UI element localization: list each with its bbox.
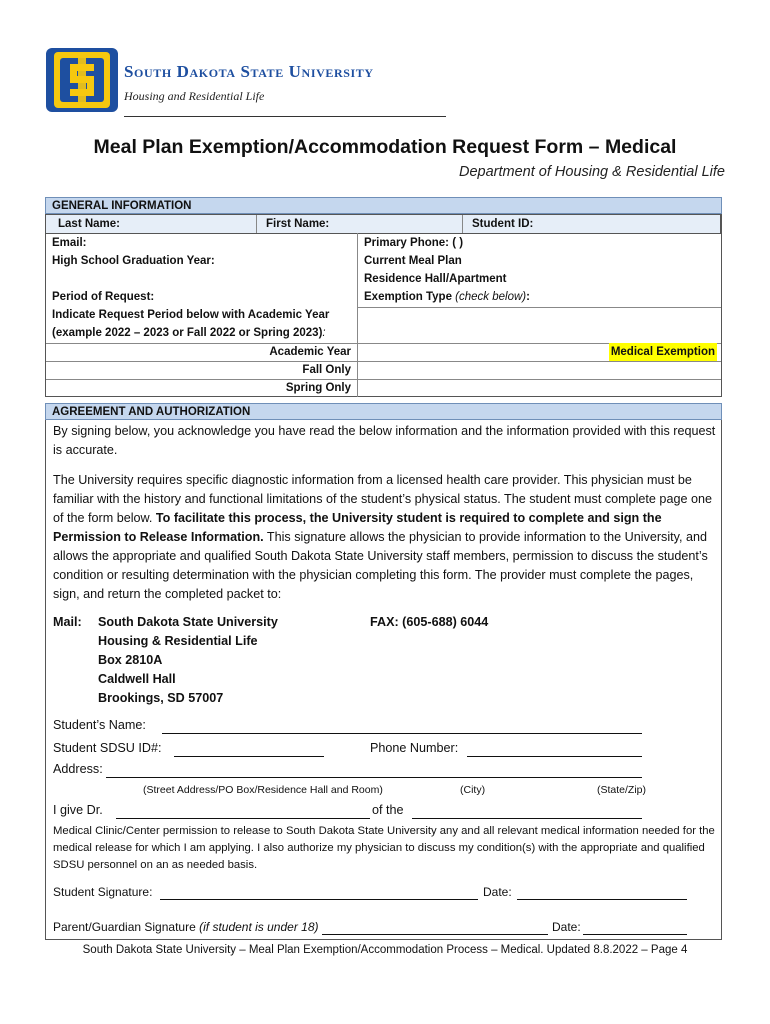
general-information-heading: GENERAL INFORMATION bbox=[45, 197, 722, 214]
graduation-year-label: High School Graduation Year: bbox=[52, 255, 215, 267]
mail-line: Housing & Residential Life bbox=[98, 634, 258, 648]
parent-date-label: Date: bbox=[552, 920, 581, 934]
fax-number: FAX: (605-688) 6044 bbox=[370, 615, 489, 629]
mail-label: Mail: bbox=[53, 615, 82, 629]
fall-only-label: Fall Only bbox=[302, 364, 351, 376]
spring-only-field[interactable] bbox=[358, 379, 718, 397]
street-caption: (Street Address/PO Box/Residence Hall and Room) bbox=[143, 784, 383, 796]
release-authorization-text: Medical Clinic/Center permission to release to South Dakota State University any and all relevant medical information needed for the medical release for which I am applying. I also authorize my physician to discuss my condition(s) with the appropriate and qualified SDSU personnel on an as needed basis. bbox=[53, 825, 715, 871]
agreement-intro: By signing below, you acknowledge you have read the below information and the information provided with this request is accurate. bbox=[53, 424, 716, 457]
students-name-field[interactable] bbox=[162, 733, 642, 734]
mail-line: Box 2810A bbox=[98, 653, 163, 667]
form-department: Department of Housing & Residential Life bbox=[459, 164, 725, 180]
page-footer: South Dakota State University – Meal Plan Exemption/Accommodation Process – Medical. Updated 8.8.2022 – Page 4 bbox=[82, 944, 688, 956]
academic-year-field[interactable] bbox=[358, 343, 618, 361]
students-name-label: Student’s Name: bbox=[53, 718, 146, 732]
mail-line: South Dakota State University bbox=[98, 615, 278, 629]
email-field[interactable] bbox=[96, 234, 351, 252]
email-label: Email: bbox=[52, 237, 87, 249]
spring-only-label: Spring Only bbox=[285, 382, 351, 394]
student-date-label: Date: bbox=[483, 885, 512, 899]
primary-phone-label: Primary Phone: ( ) bbox=[364, 237, 464, 249]
first-name-label: First Name: bbox=[266, 218, 330, 230]
clinic-name-field[interactable] bbox=[412, 818, 642, 819]
indicate-period-line1: Indicate Request Period below with Academic Year bbox=[52, 309, 330, 321]
meal-plan-field[interactable] bbox=[486, 252, 716, 270]
section-bottom-rule bbox=[45, 939, 722, 940]
fall-only-field[interactable] bbox=[358, 361, 718, 379]
university-name: South Dakota State University bbox=[124, 62, 374, 81]
phone-number-label: Phone Number: bbox=[370, 741, 459, 755]
indicate-period-colon: : bbox=[322, 327, 326, 339]
parent-signature-note: (if student is under 18) bbox=[199, 920, 319, 934]
form-title: Meal Plan Exemption/Accommodation Request Form – Medical bbox=[93, 136, 677, 158]
exemption-type-text: Exemption Type bbox=[364, 291, 452, 303]
address-field[interactable] bbox=[106, 777, 642, 778]
first-name-field[interactable] bbox=[338, 215, 456, 233]
student-id-field[interactable] bbox=[546, 215, 716, 233]
student-signature-label: Student Signature: bbox=[53, 885, 153, 899]
primary-phone-field[interactable] bbox=[496, 234, 716, 252]
agreement-heading: AGREEMENT AND AUTHORIZATION bbox=[45, 403, 722, 420]
agreement-body-2: This signature allows the physician to provide information to the University, and allows the appropriate and qualified South Dakota State University staff members, permission to discuss the student’s condition or resulting determination with the physician completing this form. The provider must complete the pages, sign, and return the completed packet to: bbox=[53, 530, 708, 601]
phone-number-field[interactable] bbox=[467, 756, 642, 757]
residence-hall-label: Residence Hall/Apartment bbox=[364, 273, 507, 285]
address-label: Address: bbox=[53, 762, 103, 776]
mail-line: Brookings, SD 57007 bbox=[98, 691, 224, 705]
agreement-body bbox=[53, 471, 721, 604]
student-id-label: Student ID: bbox=[472, 218, 534, 230]
parent-signature-label bbox=[53, 920, 319, 934]
exemption-type-note: (check below) bbox=[455, 291, 527, 303]
current-meal-plan-label: Current Meal Plan bbox=[364, 255, 462, 267]
student-signature-field[interactable] bbox=[160, 899, 478, 900]
parent-date-field[interactable] bbox=[583, 934, 687, 935]
exemption-type-colon: : bbox=[526, 291, 530, 303]
sdsu-id-field[interactable] bbox=[174, 756, 324, 757]
last-name-label: Last Name: bbox=[58, 218, 120, 230]
indicate-period-example: (example 2022 – 2023 or Fall 2022 or Spring 2023) bbox=[52, 327, 323, 339]
department-name: Housing and Residential Life bbox=[124, 89, 265, 103]
sdsu-logo bbox=[44, 44, 120, 116]
header-rule bbox=[124, 116, 446, 117]
mail-line: Caldwell Hall bbox=[98, 672, 176, 686]
graduation-year-field[interactable] bbox=[226, 252, 351, 270]
city-caption: (City) bbox=[460, 784, 486, 796]
exemption-type-label bbox=[364, 288, 530, 306]
parent-signature-text: Parent/Guardian Signature bbox=[53, 920, 196, 934]
general-information-table bbox=[45, 214, 722, 397]
doctor-name-field[interactable] bbox=[116, 818, 370, 819]
agreement-body-1: The University requires specific diagnostic information from a licensed health care provider. This physician must be familiar with the history and functional limitations of the student’s physical status. The student must complete page one of the form below. bbox=[53, 473, 712, 525]
residence-hall-field[interactable] bbox=[526, 270, 716, 288]
parent-signature-field[interactable] bbox=[322, 934, 548, 935]
indicate-period-line2 bbox=[52, 324, 326, 342]
i-give-dr-label: I give Dr. bbox=[53, 803, 103, 817]
of-the-label: of the bbox=[372, 803, 404, 817]
state-zip-caption: (State/Zip) bbox=[597, 784, 647, 796]
last-name-field[interactable] bbox=[136, 215, 251, 233]
academic-year-label: Academic Year bbox=[269, 346, 351, 358]
agreement-body-bold: To facilitate this process, the University student is required to complete and sign the Permission to Release Information. bbox=[53, 511, 662, 544]
period-of-request-label: Period of Request: bbox=[52, 291, 155, 303]
sdsu-id-label: Student SDSU ID#: bbox=[53, 741, 162, 755]
medical-exemption-option[interactable]: Medical Exemption bbox=[609, 343, 717, 361]
student-date-field[interactable] bbox=[517, 899, 687, 900]
